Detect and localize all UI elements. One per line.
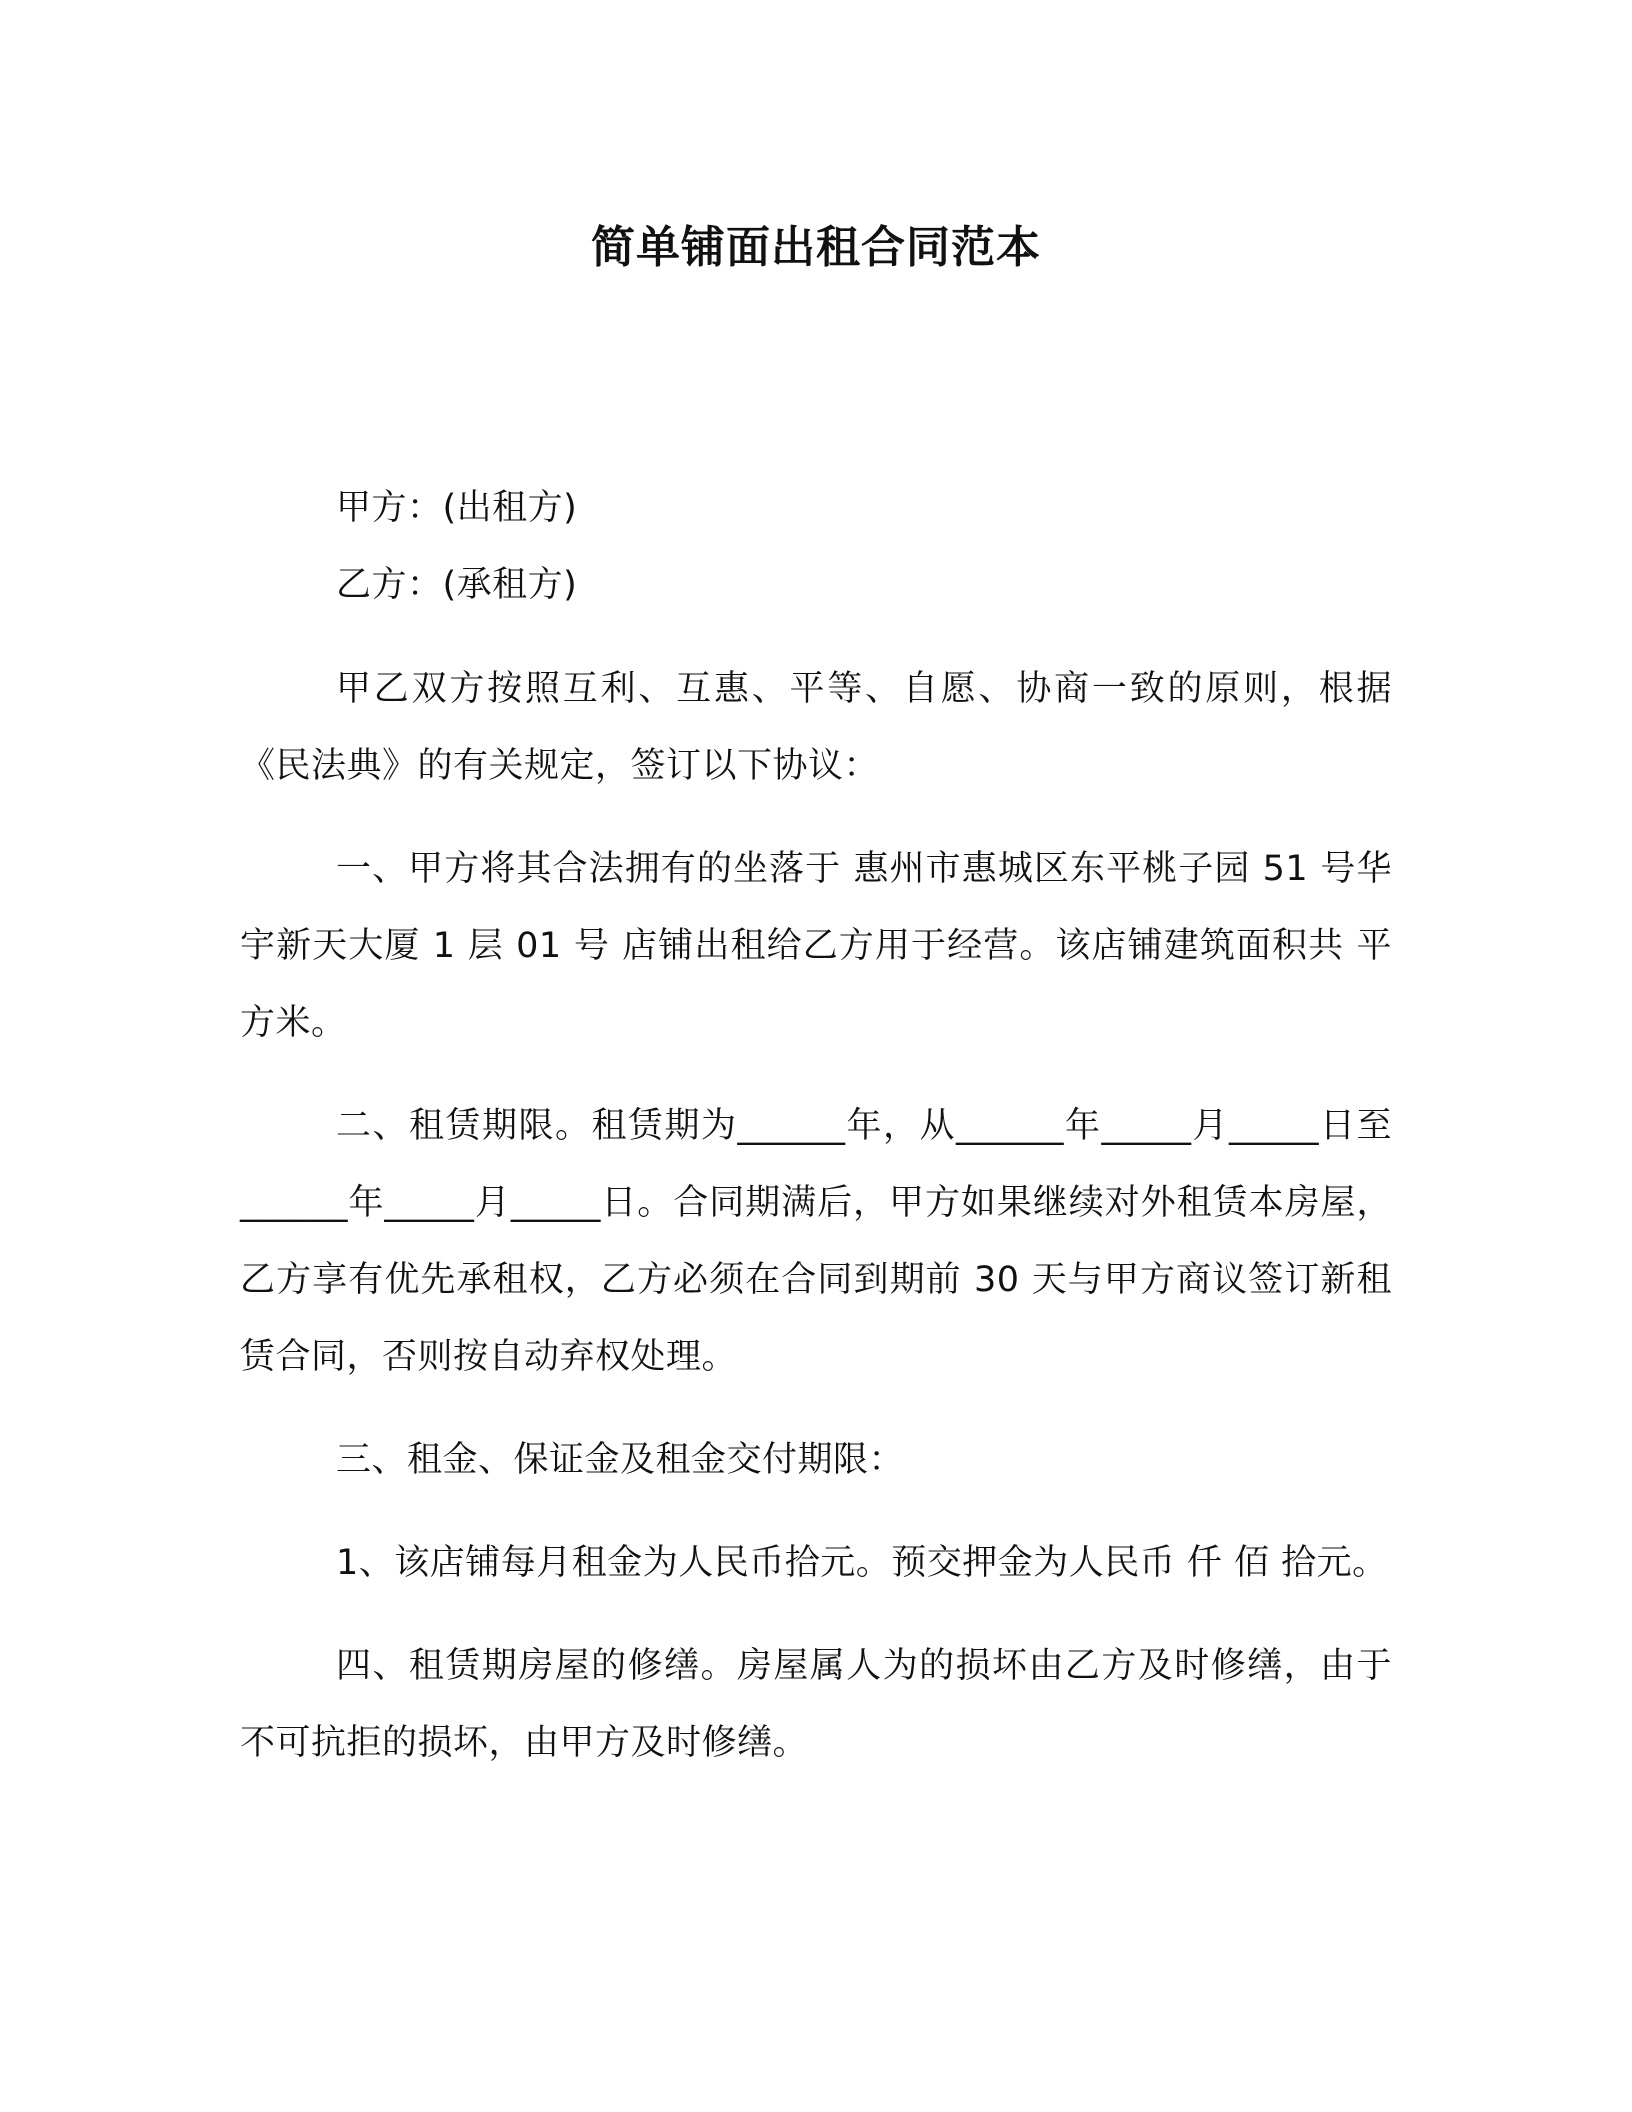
clause-1-paragraph: 一、甲方将其合法拥有的坐落于 惠州市惠城区东平桃子园 51 号华宇新天大厦 1 层 01 号 店铺出租给乙方用于经营。该店铺建筑面积共 平方米。 bbox=[240, 849, 1392, 1043]
clause-3-item-1: 1、该店铺每月租金为人民币拾元。预交押金为人民币 仟 佰 拾元。 bbox=[336, 1543, 1388, 1583]
preamble-paragraph: 甲乙双方按照互利、互惠、平等、自愿、协商一致的原则，根据《民法典》的有关规定，签订以下协议： bbox=[240, 669, 1392, 786]
document-title: 简单铺面出租合同范本 bbox=[591, 222, 1041, 273]
party-a-line: 甲方：(出租方) bbox=[336, 488, 578, 528]
clause-2-paragraph: 二、租赁期限。租赁期为______年，从______年_____月_____日至______年_____月_____日。合同期满后，甲方如果继续对外租赁本房屋，乙方享有优先承租权，乙方必须在合同到期前 30 天与甲方商议签订新租赁合同，否则按自动弃权处理。 bbox=[240, 1106, 1392, 1377]
party-b-line: 乙方：(承租方) bbox=[336, 565, 578, 605]
clause-3-heading: 三、租金、保证金及租金交付期限： bbox=[336, 1440, 905, 1480]
clause-4-paragraph: 四、租赁期房屋的修缮。房屋属人为的损坏由乙方及时修缮，由于不可抗拒的损坏，由甲方及时修缮。 bbox=[240, 1646, 1392, 1763]
document-body bbox=[240, 470, 1392, 1782]
